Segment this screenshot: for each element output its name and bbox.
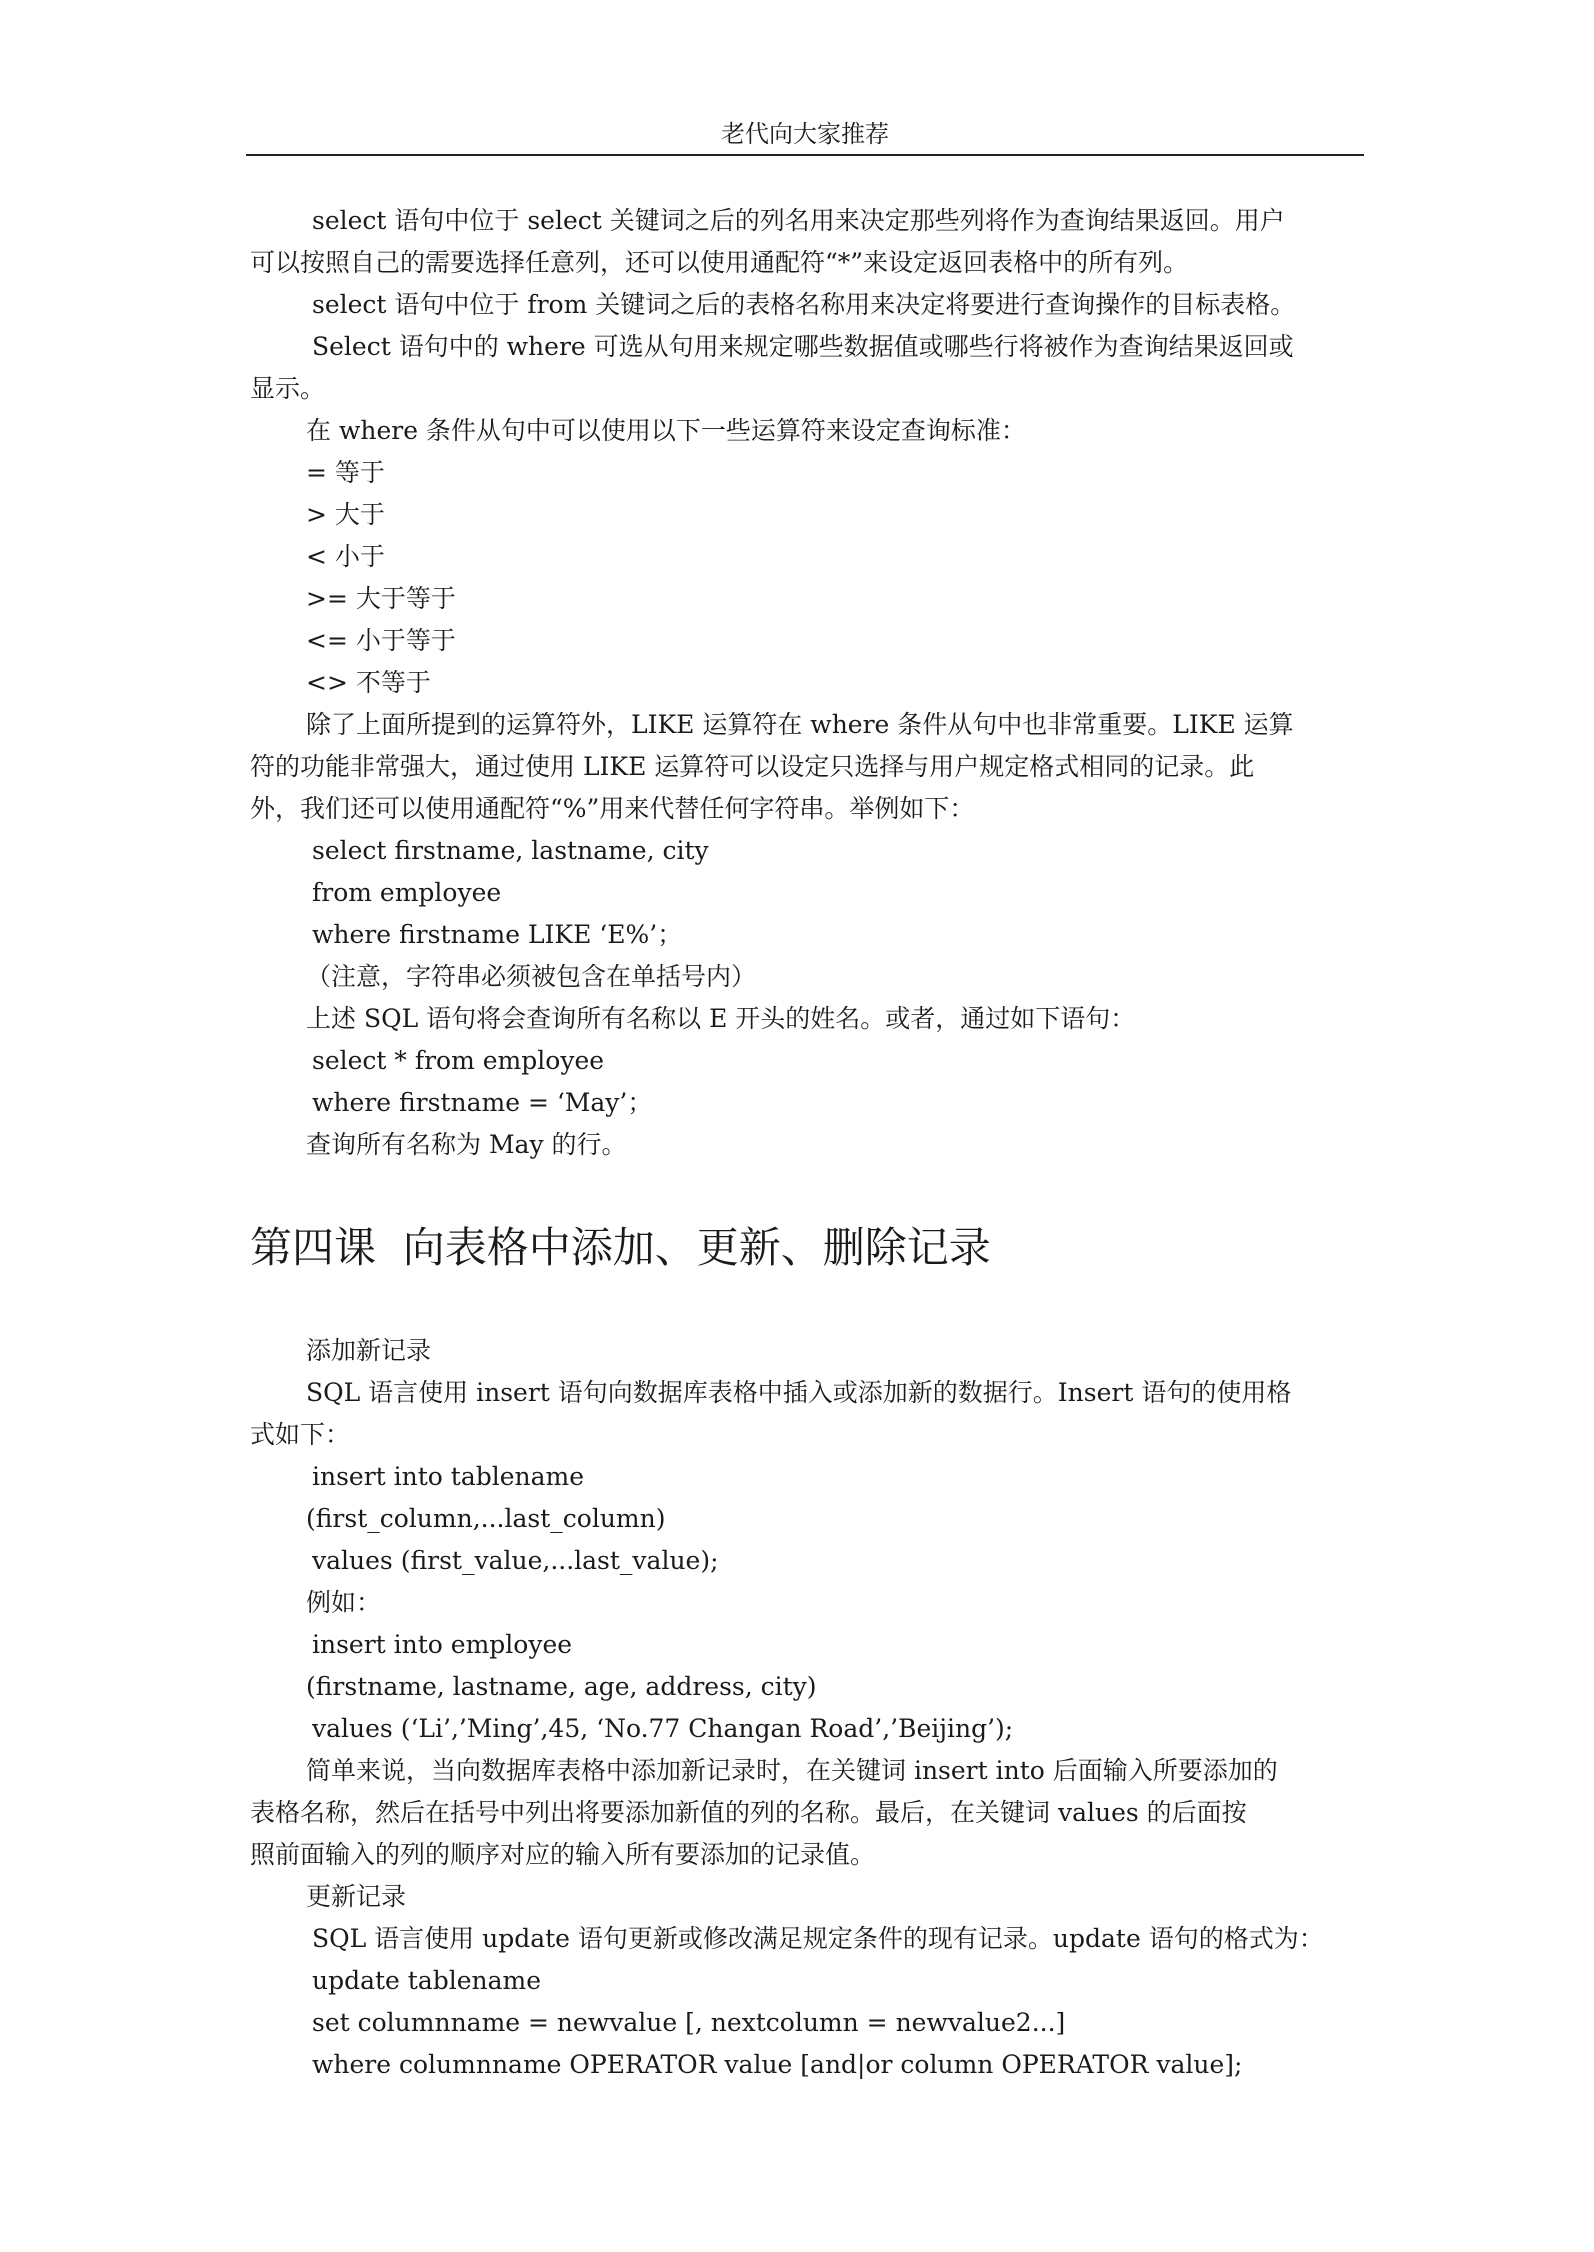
- text-line: >= 大于等于: [306, 584, 456, 613]
- header-rule: [246, 154, 1364, 156]
- text-line: where columnname OPERATOR value [and|or column OPERATOR value];: [312, 2050, 1243, 2079]
- text-line: 表格名称，然后在括号中列出将要添加新值的列的名称。最后，在关键词 values 的后面按: [250, 1798, 1247, 1827]
- text-line: 添加新记录: [306, 1336, 432, 1365]
- text-line: 在 where 条件从句中可以使用以下一些运算符来设定查询标准：: [306, 416, 1026, 445]
- text-line: 简单来说，当向数据库表格中添加新记录时，在关键词 insert into 后面输入所要添加的: [306, 1756, 1278, 1785]
- text-line: update tablename: [312, 1966, 542, 1995]
- text-line: select firstname, lastname, city: [312, 836, 709, 865]
- text-line: 照前面输入的列的顺序对应的输入所有要添加的记录值。: [250, 1840, 876, 1869]
- text-line: SQL 语言使用 insert 语句向数据库表格中插入或添加新的数据行。Insert 语句的使用格: [306, 1378, 1292, 1407]
- text-line: (first_column,...last_column): [306, 1504, 666, 1533]
- text-line: <= 小于等于: [306, 626, 456, 655]
- text-line: Select 语句中的 where 可选从句用来规定哪些数据值或哪些行将被作为查询结果返回或: [312, 332, 1294, 361]
- text-line: 查询所有名称为 May 的行。: [306, 1130, 627, 1159]
- text-line: （注意，字符串必须被包含在单括号内）: [306, 962, 757, 991]
- text-line: 外，我们还可以使用通配符“%”用来代替任何字符串。举例如下：: [250, 794, 975, 823]
- text-line: (firstname, lastname, age, address, city): [306, 1672, 817, 1701]
- text-line: where firstname = ‘May’；: [312, 1088, 653, 1117]
- text-line: where firstname LIKE ‘E%’；: [312, 920, 683, 949]
- text-line: select * from employee: [312, 1046, 605, 1075]
- text-line: 除了上面所提到的运算符外，LIKE 运算符在 where 条件从句中也非常重要。LIKE 运算: [306, 710, 1294, 739]
- text-line: 上述 SQL 语句将会查询所有名称以 E 开头的姓名。或者，通过如下语句：: [306, 1004, 1136, 1033]
- text-line: < 小于: [306, 542, 385, 571]
- text-line: 更新记录: [306, 1882, 407, 1911]
- text-line: SQL 语言使用 update 语句更新或修改满足规定条件的现有记录。update 语句的格式为：: [312, 1924, 1324, 1953]
- document-body: [250, 200, 1360, 2086]
- text-line: <> 不等于: [306, 668, 431, 697]
- paragraph-block-insert-update: [250, 1330, 1360, 2086]
- text-line: insert into tablename: [312, 1462, 585, 1491]
- paragraph-block-select: [250, 200, 1360, 1166]
- text-line: insert into employee: [312, 1630, 573, 1659]
- text-line: values (first_value,...last_value);: [312, 1546, 719, 1575]
- lesson-heading: 第四课 向表格中添加、更新、删除记录: [250, 1223, 991, 1272]
- text-line: select 语句中位于 select 关键词之后的列名用来决定那些列将作为查询结果返回。用户: [312, 206, 1285, 235]
- text-line: 式如下：: [250, 1420, 351, 1449]
- text-line: select 语句中位于 from 关键词之后的表格名称用来决定将要进行查询操作的目标表格。: [312, 290, 1296, 319]
- page-header-title: 老代向大家推荐: [721, 120, 889, 148]
- text-line: 例如：: [306, 1588, 382, 1617]
- text-line: 显示。: [250, 374, 326, 403]
- text-line: > 大于: [306, 500, 385, 529]
- text-line: values (‘Li’,’Ming’,45, ‘No.77 Changan Road’,’Beijing’);: [312, 1714, 1014, 1743]
- text-line: set columnname = newvalue [, nextcolumn = newvalue2...]: [312, 2008, 1066, 2037]
- text-line: = 等于: [306, 458, 385, 487]
- text-line: 可以按照自己的需要选择任意列，还可以使用通配符“*”来设定返回表格中的所有列。: [250, 248, 1189, 277]
- text-line: from employee: [312, 878, 502, 907]
- text-line: 符的功能非常强大，通过使用 LIKE 运算符可以设定只选择与用户规定格式相同的记录。此: [250, 752, 1255, 781]
